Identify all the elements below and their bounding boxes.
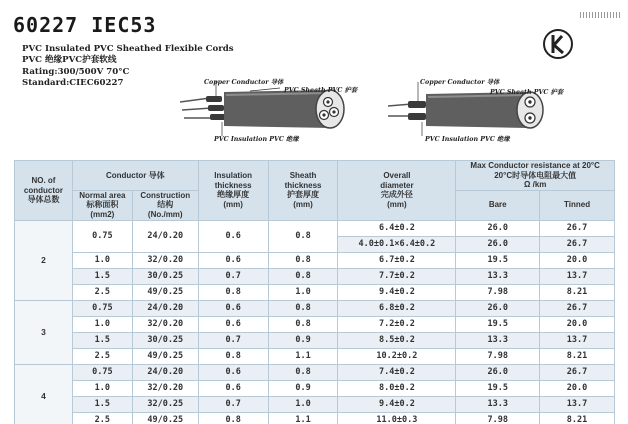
bare-resistance-cell: 13.3	[456, 268, 540, 284]
normal-area-cell: 0.75	[72, 220, 132, 252]
header-max-resistance: Max Conductor resistance at 20°C 20°C时导体电阻最大值 Ω /km	[456, 161, 615, 191]
diameter-cell: 7.7±0.2	[338, 268, 456, 284]
normal-area-cell: 1.0	[72, 316, 132, 332]
tinned-resistance-cell: 8.21	[540, 284, 615, 300]
sheath-cell: 1.0	[268, 284, 338, 300]
sheath-cell: 0.9	[268, 380, 338, 396]
header-overall-diameter: Overall diameter 完成外径 (mm)	[338, 161, 456, 221]
bare-resistance-cell: 7.98	[456, 348, 540, 364]
diameter-cell: 8.5±0.2	[338, 332, 456, 348]
insulation-cell: 0.6	[198, 220, 268, 252]
callout-insulation-right: PVC Insulation PVC 绝缘	[425, 136, 510, 143]
decorative-bars	[580, 12, 622, 18]
tinned-resistance-cell: 8.21	[540, 348, 615, 364]
table-row	[15, 300, 615, 316]
construction-cell: 32/0.20	[132, 252, 198, 268]
table-row	[15, 316, 615, 332]
conductor-count-cell: 4	[15, 364, 73, 424]
table-row	[15, 284, 615, 300]
normal-area-cell: 1.5	[72, 268, 132, 284]
sheath-cell: 0.9	[268, 332, 338, 348]
sheath-cell: 0.8	[268, 220, 338, 252]
sheath-cell: 0.8	[268, 364, 338, 380]
bare-resistance-cell: 13.3	[456, 332, 540, 348]
spec-table	[14, 160, 615, 424]
header-tinned: Tinned	[540, 190, 615, 220]
certification-logo-icon	[542, 28, 574, 60]
sheath-cell: 1.1	[268, 348, 338, 364]
insulation-cell: 0.7	[198, 332, 268, 348]
table-row	[15, 252, 615, 268]
diameter-cell: 9.4±0.2	[338, 396, 456, 412]
normal-area-cell: 1.0	[72, 380, 132, 396]
bare-resistance-cell: 13.3	[456, 396, 540, 412]
normal-area-cell: 2.5	[72, 412, 132, 424]
table-row	[15, 220, 615, 236]
insulation-cell: 0.6	[198, 300, 268, 316]
diameter-cell: 6.7±0.2	[338, 252, 456, 268]
tinned-resistance-cell: 26.7	[540, 364, 615, 380]
conductor-count-cell: 2	[15, 220, 73, 300]
sheath-cell: 1.1	[268, 412, 338, 424]
normal-area-cell: 0.75	[72, 364, 132, 380]
table-row	[15, 412, 615, 424]
table-row	[15, 348, 615, 364]
bare-resistance-cell: 26.0	[456, 300, 540, 316]
bare-resistance-cell: 19.5	[456, 252, 540, 268]
callout-conductor-right: Copper Conductor 导体	[420, 79, 500, 86]
diameter-cell: 7.2±0.2	[338, 316, 456, 332]
construction-cell: 24/0.20	[132, 364, 198, 380]
construction-cell: 32/0.20	[132, 316, 198, 332]
construction-cell: 49/0.25	[132, 284, 198, 300]
insulation-cell: 0.6	[198, 252, 268, 268]
sheath-cell: 0.8	[268, 316, 338, 332]
normal-area-cell: 2.5	[72, 348, 132, 364]
normal-area-cell: 0.75	[72, 300, 132, 316]
construction-cell: 49/0.25	[132, 348, 198, 364]
diameter-cell: 7.4±0.2	[338, 364, 456, 380]
diameter-cell: 6.4±0.2	[338, 220, 456, 236]
insulation-cell: 0.6	[198, 380, 268, 396]
table-row	[15, 332, 615, 348]
bare-resistance-cell: 7.98	[456, 412, 540, 424]
bare-resistance-cell: 7.98	[456, 284, 540, 300]
construction-cell: 30/0.25	[132, 332, 198, 348]
callout-sheath-right: PVC Sheath PVC 护套	[490, 89, 564, 96]
header-conductor: Conductor 导体	[72, 161, 198, 191]
tinned-resistance-cell: 13.7	[540, 268, 615, 284]
normal-area-cell: 2.5	[72, 284, 132, 300]
table-row	[15, 268, 615, 284]
bare-resistance-cell: 19.5	[456, 316, 540, 332]
construction-cell: 24/0.20	[132, 300, 198, 316]
table-row	[15, 364, 615, 380]
bare-resistance-cell: 19.5	[456, 380, 540, 396]
insulation-cell: 0.6	[198, 364, 268, 380]
insulation-cell: 0.7	[198, 396, 268, 412]
tinned-resistance-cell: 13.7	[540, 396, 615, 412]
header-bare: Bare	[456, 190, 540, 220]
tinned-resistance-cell: 20.0	[540, 316, 615, 332]
construction-cell: 30/0.25	[132, 268, 198, 284]
header-construction: Construction 结构 (No./mm)	[132, 190, 198, 220]
sheath-cell: 0.8	[268, 252, 338, 268]
sheath-cell: 0.8	[268, 268, 338, 284]
diameter-cell: 9.4±0.2	[338, 284, 456, 300]
insulation-cell: 0.8	[198, 412, 268, 424]
header-normal-area: Normal area 标称面积 (mm2)	[72, 190, 132, 220]
table-row	[15, 396, 615, 412]
callout-insulation-left: PVC Insulation PVC 绝缘	[214, 136, 299, 143]
product-description: PVC Insulated PVC Sheathed Flexible Cords	[22, 44, 234, 54]
spec-table-body	[15, 220, 615, 424]
diameter-cell: 4.0±0.1×6.4±0.2	[338, 236, 456, 252]
tinned-resistance-cell: 26.7	[540, 236, 615, 252]
bare-resistance-cell: 26.0	[456, 220, 540, 236]
insulation-cell: 0.6	[198, 316, 268, 332]
bare-resistance-cell: 26.0	[456, 364, 540, 380]
header-insulation-thickness: Insulation thickness 绝缘厚度 (mm)	[198, 161, 268, 221]
diameter-cell: 8.0±0.2	[338, 380, 456, 396]
insulation-cell: 0.8	[198, 284, 268, 300]
product-description-cn: PVC 绝缘PVC护套软线	[22, 55, 117, 66]
normal-area-cell: 1.5	[72, 396, 132, 412]
rating-text: Rating:300/500V 70°C	[22, 66, 130, 77]
callout-conductor-left: Copper Conductor 导体	[204, 79, 284, 86]
sheath-cell: 0.8	[268, 300, 338, 316]
construction-cell: 49/0.25	[132, 412, 198, 424]
tinned-resistance-cell: 26.7	[540, 220, 615, 236]
sheath-cell: 1.0	[268, 396, 338, 412]
insulation-cell: 0.7	[198, 268, 268, 284]
insulation-cell: 0.8	[198, 348, 268, 364]
bare-resistance-cell: 26.0	[456, 236, 540, 252]
normal-area-cell: 1.5	[72, 332, 132, 348]
tinned-resistance-cell: 26.7	[540, 300, 615, 316]
tinned-resistance-cell: 8.21	[540, 412, 615, 424]
construction-cell: 32/0.20	[132, 380, 198, 396]
tinned-resistance-cell: 20.0	[540, 380, 615, 396]
page-title: 60227 IEC53	[13, 13, 157, 37]
normal-area-cell: 1.0	[72, 252, 132, 268]
header-no-of-conductor: NO. of conductor 导体总数	[15, 161, 73, 221]
diameter-cell: 6.8±0.2	[338, 300, 456, 316]
construction-cell: 24/0.20	[132, 220, 198, 252]
standard-text: Standard:CIEC60227	[22, 77, 124, 88]
construction-cell: 32/0.25	[132, 396, 198, 412]
header-sheath-thickness: Sheath thickness 护套厚度 (mm)	[268, 161, 338, 221]
callout-sheath-left: PVC Sheath PVC 护套	[284, 87, 358, 94]
diameter-cell: 11.0±0.3	[338, 412, 456, 424]
tinned-resistance-cell: 20.0	[540, 252, 615, 268]
diameter-cell: 10.2±0.2	[338, 348, 456, 364]
table-row	[15, 380, 615, 396]
tinned-resistance-cell: 13.7	[540, 332, 615, 348]
conductor-count-cell: 3	[15, 300, 73, 364]
